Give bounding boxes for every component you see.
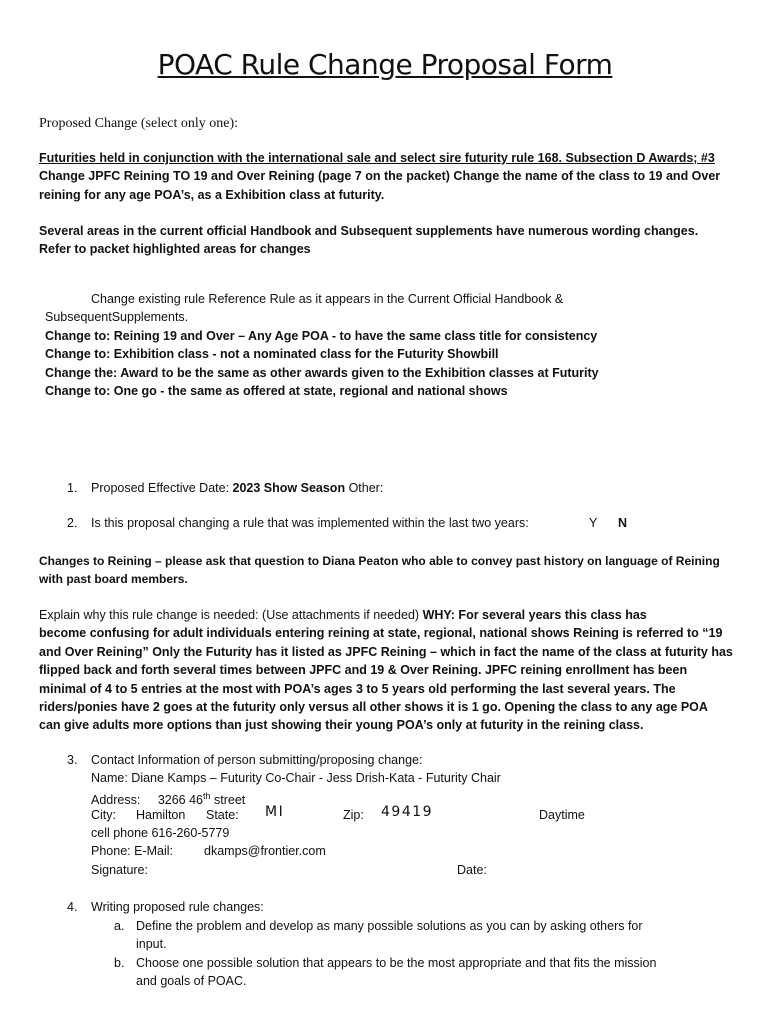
- explain-label: Explain why this rule change is needed: (Use attachments if needed): [39, 608, 423, 622]
- change-line-2: Change to: Exhibition class - not a nominated class for the Futurity Showbill: [45, 347, 499, 362]
- explain-line-3: and Over Reining” Only the Futurity has it listed as JPFC Reining – which in fact the name of the class at futurity has: [39, 644, 733, 659]
- address-label: Address:: [91, 793, 141, 808]
- item-4a-text: [136, 917, 643, 954]
- existing-rule-line-2: SubsequentSupplements.: [45, 310, 189, 324]
- reining-note-line-1: Changes to Reining – please ask that question to Diana Peaton who able to convey past history on language of Reining: [39, 554, 720, 568]
- reining-note-line-2: with past board members.: [39, 572, 188, 587]
- futurities-line-1: Futurities held in conjunction with the international sale and select sire futurity rule 168. Subsection D Awards; #3: [39, 151, 715, 165]
- item-3-number: 3.: [67, 753, 78, 767]
- item-4b-line-2: and goals of POAC.: [136, 974, 247, 989]
- item-4a-marker: a.: [114, 919, 125, 933]
- explain-line-5: minimal of 4 to 5 entries at the most with POA’s ages 3 to 5 years old performing the last several years. The: [39, 681, 676, 696]
- effective-date-value: 2023 Show Season: [232, 481, 346, 495]
- cell-phone: cell phone 616-260-5779: [91, 826, 230, 840]
- futurities-line-2: Change JPFC Reining TO 19 and Over Reining (page 7 on the packet) Change the name of the class to 19 and Over: [39, 169, 721, 184]
- address-number: 3266 46: [157, 793, 204, 808]
- effective-date-label: Proposed Effective Date:: [91, 481, 233, 495]
- contact-heading: Contact Information of person submitting/proposing change:: [91, 753, 423, 767]
- item-4b-line-1: Choose one possible solution that appears to be the most appropriate and that fits the mission: [136, 956, 657, 970]
- effective-date-other: Other:: [345, 481, 384, 495]
- item-1-text: [91, 479, 383, 497]
- item-4b-marker: b.: [114, 956, 125, 970]
- page-title: POAC Rule Change Proposal Form: [157, 48, 613, 81]
- change-line-4: Change to: One go - the same as offered at state, regional and national shows: [45, 384, 508, 399]
- item-4-heading: Writing proposed rule changes:: [91, 900, 264, 914]
- futurities-paragraph: [39, 149, 720, 204]
- city-value: Hamilton: [136, 808, 186, 822]
- reining-note: [39, 552, 720, 589]
- email-value: dkamps@frontier.com: [204, 844, 326, 858]
- explain-line-4: flipped back and forth several times between JPFC and 19 & Over Reining. JPFC reining enrollment has been: [39, 663, 688, 678]
- explain-why: WHY: For several years this class has: [422, 608, 647, 622]
- change-line-1: Change to: Reining 19 and Over – Any Age POA - to have the same class title for consistency: [45, 329, 598, 343]
- date-label: Date:: [457, 863, 487, 877]
- item-4a-line-1: Define the problem and develop as many possible solutions as you can by asking others for: [136, 919, 643, 933]
- existing-rule-line-1: Change existing rule Reference Rule as it appears in the Current Official Handbook &: [91, 292, 564, 306]
- daytime-label: Daytime: [539, 808, 585, 822]
- change-line-3: Change the: Award to be the same as other awards given to the Exhibition classes at Futurity: [45, 365, 599, 380]
- item-4b-text: [136, 954, 656, 991]
- no-option[interactable]: N: [618, 516, 628, 530]
- handbook-line-2: Refer to packet highlighted areas for changes: [39, 242, 311, 257]
- futurities-line-3: reining for any age POA’s, as a Exhibition class at futurity.: [39, 187, 385, 202]
- item-4a-line-2: input.: [136, 937, 167, 952]
- proposed-change-label: Proposed Change (select only one):: [39, 116, 239, 131]
- contact-name: Name: Diane Kamps – Futurity Co-Chair - Jess Drish-Kata - Futurity Chair: [91, 771, 501, 785]
- item-2-number: 2.: [67, 516, 78, 530]
- handbook-line-1: Several areas in the current official Handbook and Subsequent supplements have numerous wording changes.: [39, 224, 699, 238]
- state-label: State:: [206, 808, 239, 822]
- item-4-number: 4.: [67, 900, 78, 914]
- yes-option[interactable]: Y: [589, 516, 598, 530]
- city-label: City:: [91, 808, 116, 822]
- address-suffix: th: [203, 791, 211, 801]
- explain-line-7: can give adults more options than just showing their young POA’s only at futurity in the reining class.: [39, 718, 644, 733]
- phone-email-label: Phone: E-Mail:: [91, 844, 173, 858]
- explain-line-1: [39, 606, 733, 624]
- state-value: MI: [265, 804, 285, 820]
- handbook-paragraph: [39, 222, 698, 259]
- explain-line-6: riders/ponies have 2 goes at the futurity only versus all other shows it is 1 go. Opening the class to any age POA: [39, 700, 708, 715]
- explain-line-2: become confusing for adult individuals entering reining at state, regional, national shows Reining is referred to “19: [39, 626, 723, 641]
- explain-paragraph: [39, 606, 733, 735]
- signature-label: Signature:: [91, 863, 148, 877]
- address-street: street: [210, 793, 246, 808]
- zip-label: Zip:: [343, 808, 364, 822]
- zip-value: 49419: [381, 804, 434, 820]
- change-list: [45, 327, 599, 401]
- item-1-number: 1.: [67, 481, 78, 495]
- item-2-question: Is this proposal changing a rule that was implemented within the last two years:: [91, 516, 529, 530]
